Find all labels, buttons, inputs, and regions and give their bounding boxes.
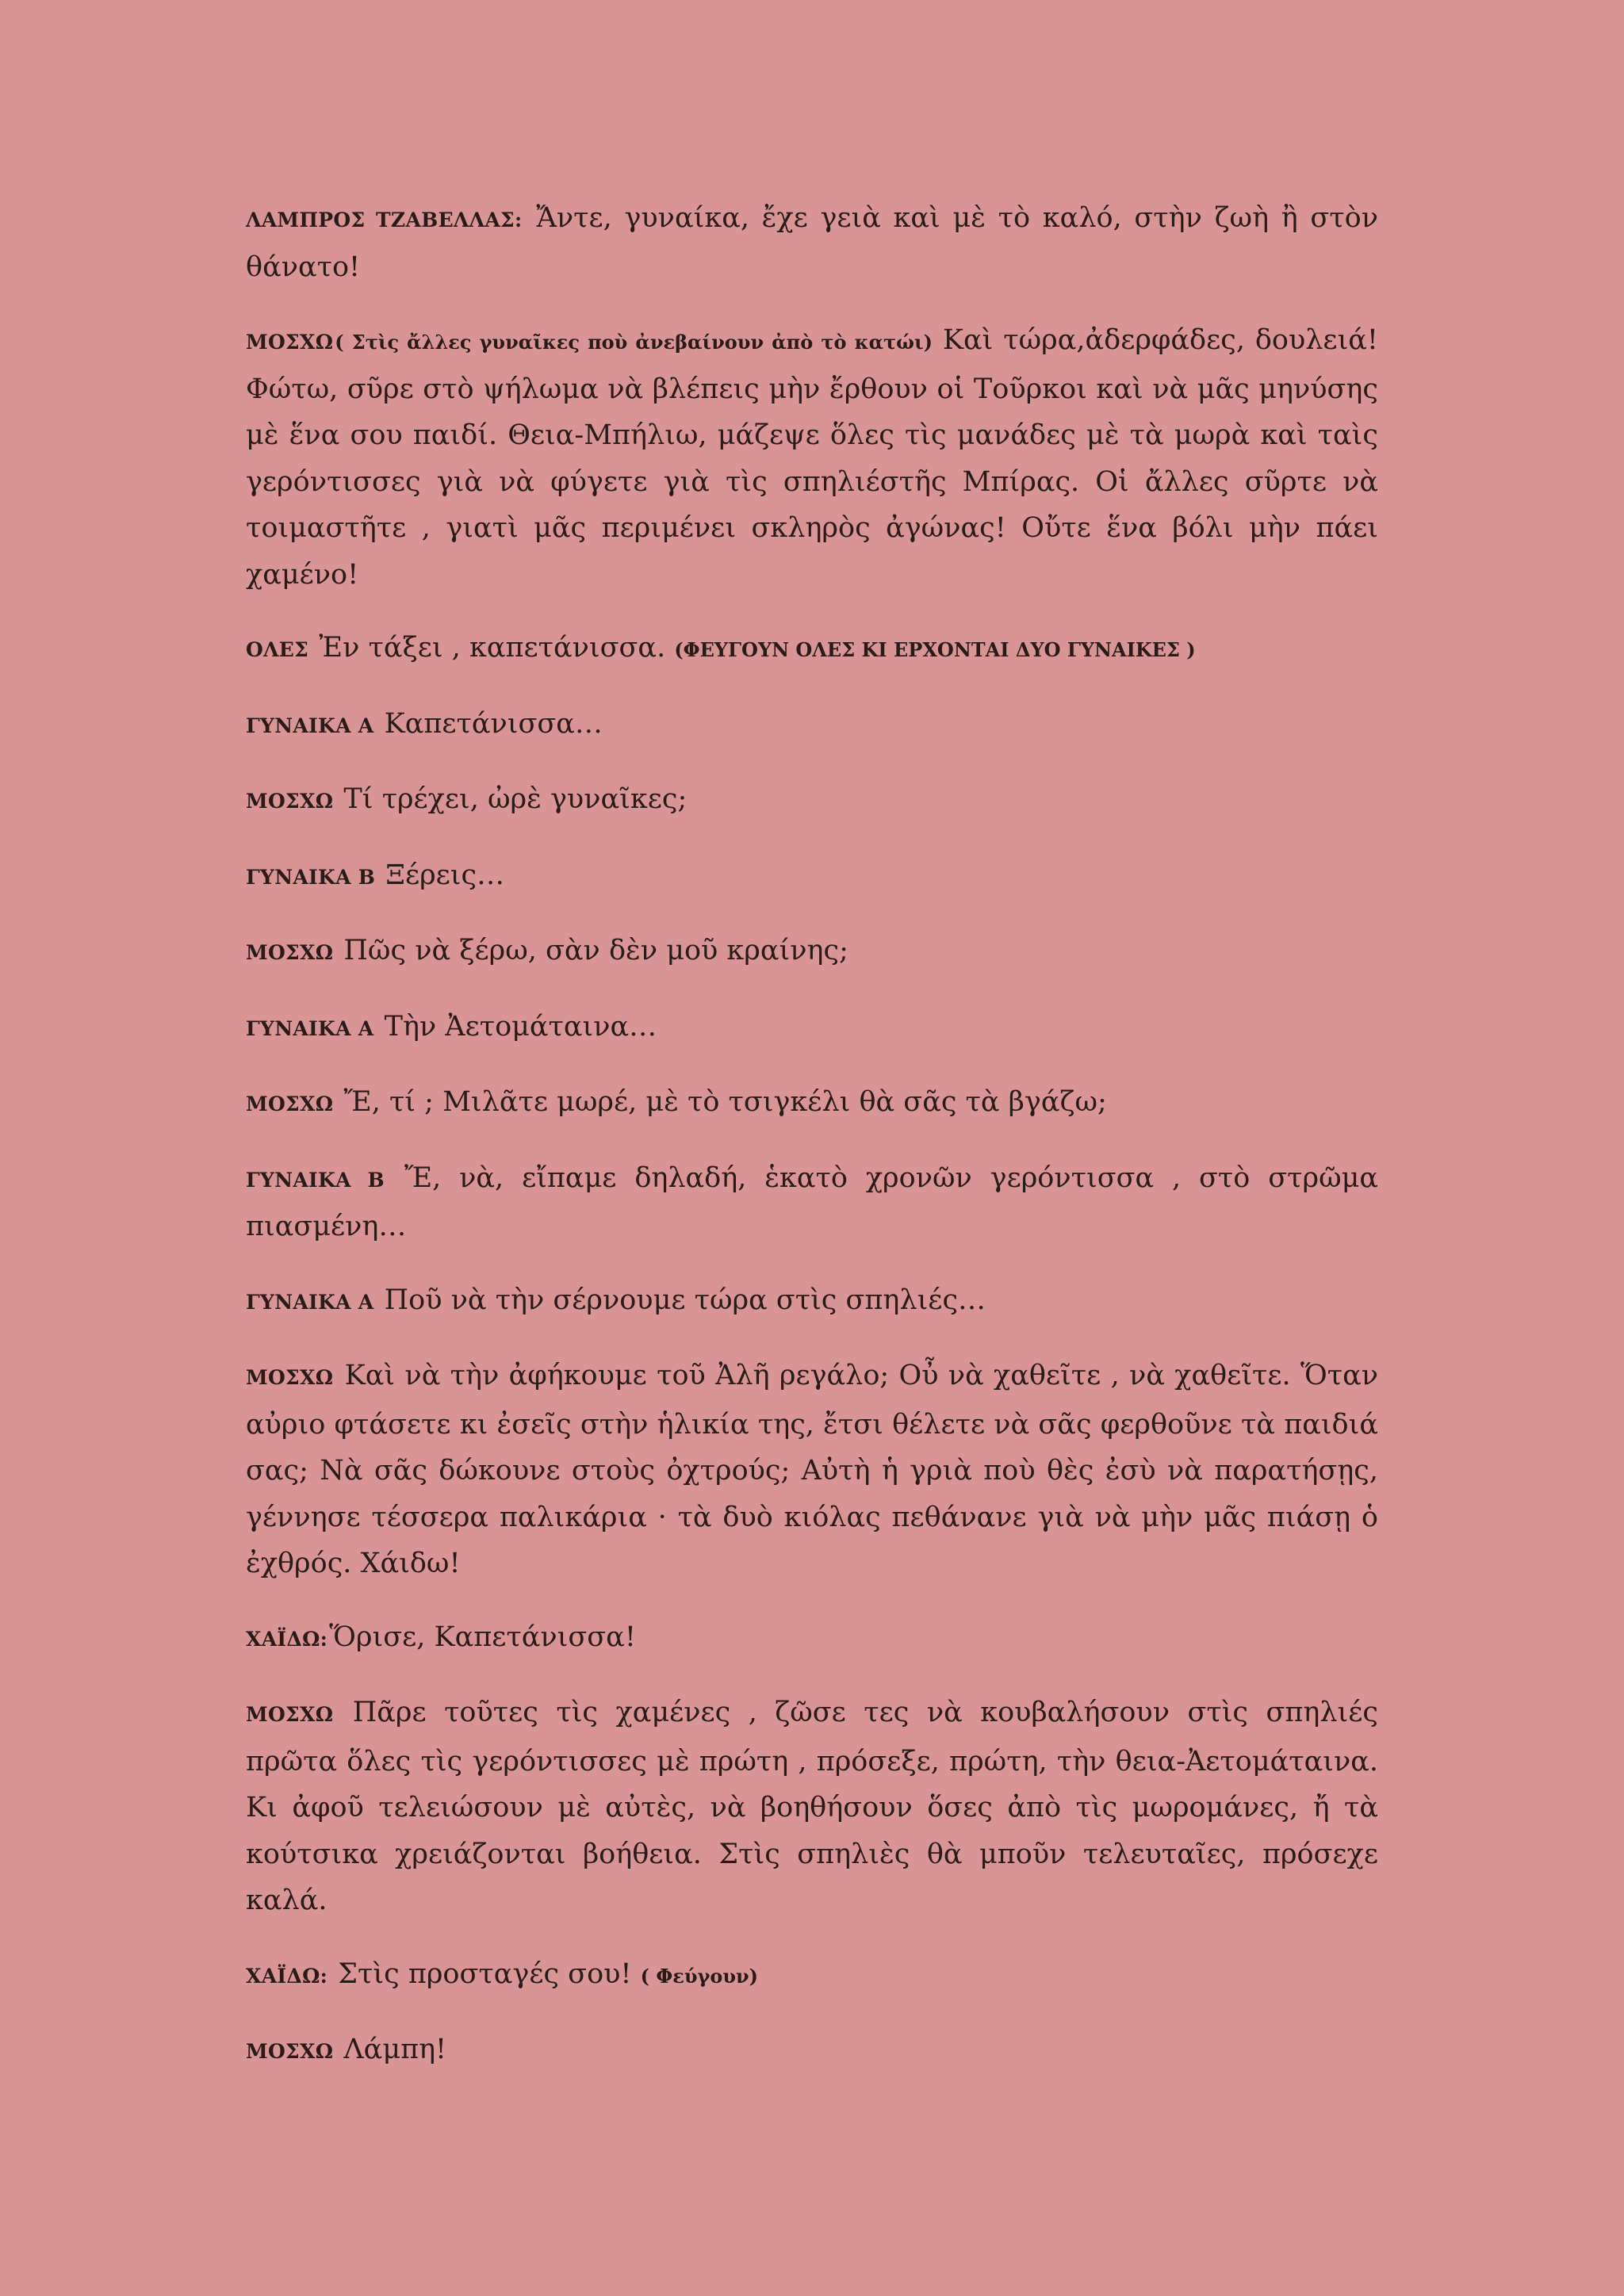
stage-direction: ( Φεύγουν)	[640, 1964, 758, 1988]
speaker-name: ΧΑΪΔΩ:	[246, 1627, 328, 1651]
speaker-name: ΓΥΝΑΙΚΑ Α	[246, 714, 374, 737]
dialogue-line: Καὶ τώρα,ἀδερφάδες, δουλειά! Φώτω, σῦρε στὸ ψήλωμα νὰ βλέπεις μὴν ἔρθουν οἱ Τοῦρκοι καὶ νὰ μᾶς μηνύσης μὲ ἕνα σου παιδί. Θεια-Μπήλιω, μάζεψε ὅλες τὶς μανάδες μὲ τὰ μωρὰ καὶ ταὶς γερόντισσες γιὰ νὰ φύγετε γιὰ τὶς σπηλιέστῆς Μπίρας. Οἱ ἄλλες σῦρτε νὰ τοιμαστῆτε , γιατὶ μᾶς περιμένει σκληρὸς ἀγώνας! Οὔτε ἕνα βόλι μὴν πάει χαμένο!	[246, 324, 1378, 591]
dialogue-entry	[246, 852, 1378, 901]
speaker-name: ΜΟΣΧΩ	[246, 2040, 334, 2063]
dialogue-entry	[246, 1353, 1378, 1587]
speaker-name: ΓΥΝΑΙΚΑ Α	[246, 1290, 374, 1314]
dialogue-entry	[246, 625, 1378, 674]
dialogue-entry	[246, 1689, 1378, 1924]
dialogue-entry	[246, 1951, 1378, 2000]
speaker-name: ΓΥΝΑΙΚΑ Β	[246, 1168, 385, 1192]
dialogue-line: Ἔ, τί ; Μιλᾶτε μωρέ, μὲ τὸ τσιγκέλι θὰ σᾶς τὰ βγάζω;	[335, 1086, 1107, 1118]
dialogue-line: Πῶς νὰ ξέρω, σὰν δὲν μοῦ κραίνης;	[335, 935, 848, 966]
dialogue-entry	[246, 1614, 1378, 1663]
stage-direction: ( Στὶς ἄλλες γυναῖκες ποὺ ἀνεβαίνουν ἀπὸ τὸ κατώι)	[335, 331, 933, 354]
dialogue-line: Ἐν τάξει , καπετάνισσα.	[310, 632, 675, 664]
dialogue-entry	[246, 776, 1378, 825]
dialogue-line: Καὶ νὰ τὴν ἀφήκουμε τοῦ Ἀλῆ ρεγάλο; Οὖ νὰ χαθεῖτε , νὰ χαθεῖτε. Ὅταν αὐριο φτάσετε κι ἐσεῖς στὴν ἡλικία της, ἔτσι θέλετε νὰ σᾶς φερθοῦνε τὰ παιδιά σας; Νὰ σᾶς δώκουνε στοὺς ὀχτρούς; Αὐτὴ ἡ γριὰ ποὺ θὲς ἐσὺ νὰ παρατήσῃς, γέννησε τέσσερα παλικάρια · τὰ δυὸ κιόλας πεθάνανε γιὰ νὰ μὴν μᾶς πιάσῃ ὁ ἐχθρός. Χάιδω!	[246, 1360, 1378, 1579]
speaker-name: ΛΑΜΠΡΟΣ ΤΖΑΒΕΛΛΑΣ:	[246, 209, 523, 232]
speaker-name: ΓΥΝΑΙΚΑ Β	[246, 865, 376, 889]
speaker-name: ΜΟΣΧΩ	[246, 941, 334, 964]
dialogue-entry	[246, 317, 1378, 598]
dialogue-entry	[246, 1079, 1378, 1128]
dialogue-line: Καπετάνισσα…	[375, 707, 603, 740]
dialogue-entry	[246, 1004, 1378, 1053]
dialogue-entry	[246, 1277, 1378, 1326]
speaker-name: ΜΟΣΧΩ	[246, 1366, 334, 1389]
speaker-name: ΜΟΣΧΩ	[246, 1703, 334, 1726]
dialogue-entry	[246, 2026, 1378, 2076]
dialogue-line: Λάμπη!	[335, 2034, 447, 2065]
speaker-name: ΧΑΪΔΩ:	[246, 1964, 328, 1988]
dialogue-line: Ἄντε, γυναίκα, ἔχε γειὰ καὶ μὲ τὸ καλό, στὴν ζωὴ ἢ στὸν θάνατο!	[246, 202, 1378, 283]
dialogue-entry	[246, 701, 1378, 750]
dialogue-line: Ὅρισε, Καπετάνισσα!	[329, 1621, 636, 1653]
dialogue-line: Ποῦ νὰ τὴν σέρνουμε τώρα στὶς σπηλιές…	[375, 1284, 986, 1316]
speaker-name: ΜΟΣΧΩ	[246, 1093, 334, 1115]
dialogue-line: Στὶς προσταγές σου!	[329, 1957, 641, 1990]
dialogue-line: Τί τρέχει, ὠρὲ γυναῖκες;	[335, 783, 688, 815]
play-script	[246, 195, 1378, 2103]
dialogue-line: Πᾶρε τοῦτες τὶς χαμένες , ζῶσε τες νὰ κουβαλήσουν στὶς σπηλιές πρῶτα ὅλες τὶς γερόντισσες μὲ πρώτη , πρόσεξε, πρώτη, τὴν θεια-Ἀετομάταινα. Κι ἀφοῦ τελειώσουν μὲ αὐτὲς, νὰ βοηθήσουν ὅσες ἀπὸ τὶς μωρομάνες, ἤ τὰ κούτσικα χρειάζονται βοήθεια. Στὶς σπηλιὲς θὰ μποῦν τελευταῖες, πρόσεχε καλά.	[246, 1697, 1378, 1916]
dialogue-line: Τὴν Ἀετομάταινα…	[375, 1010, 657, 1043]
dialogue-entry	[246, 1155, 1378, 1250]
dialogue-line: Ξέρεις…	[377, 859, 505, 891]
speaker-name: ΟΛΕΣ	[246, 638, 309, 661]
speaker-name: ΓΥΝΑΙΚΑ Α	[246, 1016, 374, 1040]
dialogue-entry	[246, 195, 1378, 290]
dialogue-line: Ἔ, νὰ, εἴπαμε δηλαδή, ἑκατὸ χρονῶν γερόντισσα , στὸ στρῶμα πιασμένη…	[246, 1161, 1379, 1242]
speaker-name: ΜΟΣΧΩ	[246, 790, 334, 813]
stage-direction: (ΦΕΥΓΟΥΝ ΟΛΕΣ ΚΙ ΕΡΧΟΝΤΑΙ ΔΥΟ ΓΥΝΑΙΚΕΣ )	[674, 638, 1196, 661]
dialogue-entry	[246, 928, 1378, 977]
speaker-name: ΜΟΣΧΩ	[246, 331, 334, 354]
